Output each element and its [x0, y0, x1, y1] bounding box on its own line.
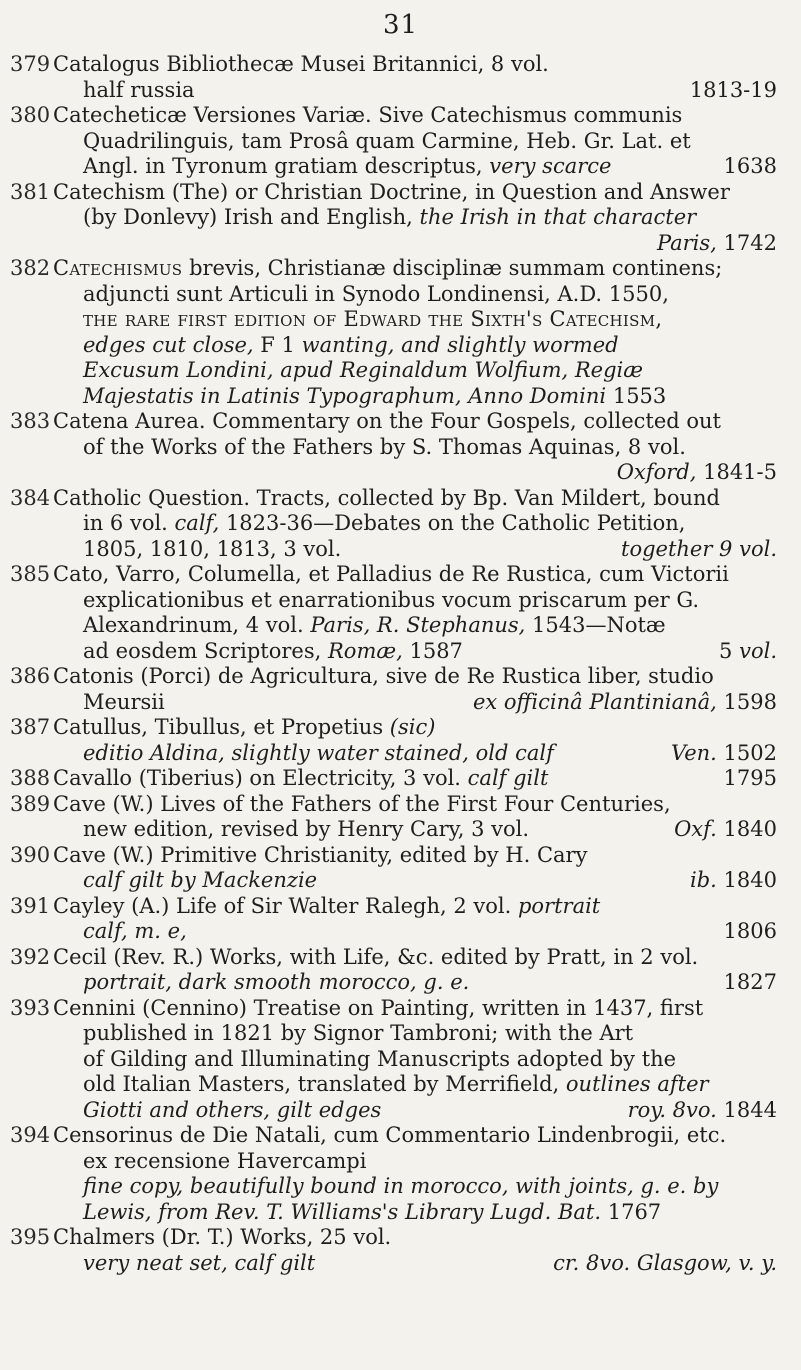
entry-line	[53, 409, 789, 435]
line-right	[724, 970, 777, 996]
entry-line	[53, 231, 789, 257]
imprint-date: 1840	[723, 868, 777, 892]
entry-line	[53, 894, 789, 920]
line-text: Catena Aurea. Commentary on the Four Gospels, collected out	[53, 409, 721, 433]
entry-number: 393	[10, 995, 51, 1020]
entry-line	[53, 1072, 789, 1098]
line-right	[690, 78, 777, 104]
entry-number: 388	[10, 766, 51, 790]
entry-line	[53, 639, 789, 665]
entry-number: 379	[10, 52, 51, 76]
entry-line	[53, 843, 789, 869]
entry-number: 381	[10, 179, 51, 204]
line-text: explicationibus et enarrationibus vocum priscarum per G.	[83, 587, 700, 612]
line-right	[724, 919, 777, 945]
line-left	[83, 817, 529, 843]
catalogue-entry	[0, 180, 801, 257]
entry-line	[53, 460, 789, 486]
imprint-place: Ven.	[670, 740, 717, 765]
entry-line	[53, 817, 789, 843]
line-text: the rare first edition of Edward the Sixth's Catechism,	[83, 307, 663, 331]
line-note: Paris, R. Stephanus,	[310, 613, 526, 637]
line-note: portrait	[517, 893, 601, 918]
catalogue-entry	[0, 766, 801, 792]
entry-body	[53, 894, 789, 945]
line-note: Giotti and others, gilt edges	[83, 1097, 382, 1122]
entry-body	[53, 664, 789, 715]
entry-line	[53, 996, 789, 1022]
line-text: 1823-36—Debates on the Catholic Petition,	[225, 511, 686, 535]
entry-heading: Catechismus	[53, 256, 183, 280]
catalogue-entry	[0, 103, 801, 180]
imprint-place: together 9 vol.	[621, 536, 777, 561]
catalogue-entry	[0, 256, 801, 409]
line-note: Excusum Londini, apud Reginaldum Wolfium, Regiæ	[83, 358, 643, 382]
line-text: Catecheticæ Versiones Variæ. Sive Catechismus communis	[53, 103, 683, 127]
line-note: calf gilt by Mackenzie	[83, 868, 318, 892]
line-text: Catholic Question. Tracts, collected by Bp. Van Mildert, bound	[53, 485, 720, 510]
entry-line	[53, 690, 789, 716]
line-text: Meursii	[83, 689, 165, 714]
catalogue-entry	[0, 945, 801, 996]
line-text: old Italian Masters, translated by Merrifield,	[83, 1072, 560, 1096]
line-text: Catalogus Bibliothecæ Musei Britannici, 8 vol.	[53, 52, 549, 76]
entry-body	[53, 486, 789, 563]
entry-body	[53, 52, 789, 103]
line-text: Angl. in Tyronum gratiam descriptus,	[83, 154, 483, 178]
catalogue-entry	[0, 1123, 801, 1225]
line-note: very scarce	[489, 154, 612, 178]
line-text: of Gilding and Illuminating Manuscripts adopted by the	[83, 1046, 677, 1071]
entry-line	[53, 129, 789, 155]
entry-body	[53, 1123, 789, 1225]
imprint-date: 1767	[607, 1199, 662, 1224]
imprint-place: vol.	[739, 638, 777, 663]
line-left	[83, 537, 341, 563]
line-note: the Irish in that character	[419, 205, 697, 229]
imprint-place: Lugd. Bat.	[490, 1199, 602, 1224]
line-text: Cave (W.) Lives of the Fathers of the First Four Centuries,	[53, 791, 671, 816]
line-note: wanting, and slightly wormed	[301, 332, 619, 357]
line-right	[690, 868, 777, 894]
imprint-date: 1841-5	[703, 460, 777, 484]
entry-number: 395	[10, 1225, 51, 1249]
catalogue-entry	[0, 486, 801, 563]
entry-line	[53, 919, 789, 945]
line-right	[473, 690, 777, 716]
imprint-place: ex officinâ Plantinianâ,	[472, 689, 717, 714]
imprint-place: Paris,	[656, 230, 717, 255]
line-note: Majestatis in Latinis Typographum, Anno Domini	[83, 383, 607, 408]
line-note: calf,	[174, 511, 220, 535]
entry-number: 383	[10, 409, 51, 433]
entry-body	[53, 1225, 789, 1276]
line-right	[628, 1098, 777, 1124]
line-text: of the Works of the Fathers by S. Thomas Aquinas, 8 vol.	[83, 434, 686, 459]
entry-line	[53, 307, 789, 333]
line-left	[83, 690, 165, 716]
entry-line	[53, 282, 789, 308]
line-left	[83, 78, 195, 104]
entry-line	[53, 537, 789, 563]
line-text: Cayley (A.) Life of Sir Walter Ralegh, 2 vol.	[53, 893, 512, 918]
entry-body	[53, 792, 789, 843]
line-text: in 6 vol.	[83, 511, 168, 535]
entry-line	[53, 562, 789, 588]
entry-number: 384	[10, 485, 51, 510]
catalogue-entry	[0, 52, 801, 103]
line-note: Romæ,	[327, 638, 403, 663]
entry-number: 390	[10, 842, 51, 867]
entry-line	[53, 588, 789, 614]
entry-line	[53, 256, 789, 282]
entry-line	[53, 715, 789, 741]
catalogue-entry	[0, 843, 801, 894]
line-note: fine copy, beautifully bound in morocco, with joints, g. e. by	[83, 1174, 719, 1198]
entry-body	[53, 180, 789, 257]
line-text: Cennini (Cennino) Treatise on Painting, written in 1437, first	[53, 995, 704, 1020]
catalogue-entry	[0, 409, 801, 486]
line-left	[53, 766, 548, 792]
imprint-place: Oxford,	[616, 460, 697, 484]
line-text: Cave (W.) Primitive Christianity, edited by H. Cary	[53, 842, 588, 867]
entry-line	[53, 154, 789, 180]
entry-line	[53, 664, 789, 690]
line-text: Catechism (The) or Christian Doctrine, in Question and Answer	[53, 179, 730, 204]
line-right	[724, 766, 777, 792]
line-left	[83, 154, 611, 180]
entry-body	[53, 715, 789, 766]
line-text: adjuncti sunt Articuli in Synodo Londinensi, A.D. 1550,	[83, 281, 669, 306]
entry-line	[53, 1225, 789, 1251]
line-note: portrait, dark smooth morocco, g. e.	[83, 970, 470, 994]
line-text: (by Donlevy) Irish and English,	[83, 205, 413, 229]
line-text: F 1	[260, 332, 295, 357]
line-note: editio Aldina, slightly water stained, old calf	[83, 740, 554, 765]
line-text: Quadrilinguis, tam Prosâ quam Carmine, Heb. Gr. Lat. et	[83, 128, 691, 153]
entry-line	[53, 792, 789, 818]
catalogue-entry	[0, 996, 801, 1124]
entry-number: 394	[10, 1123, 51, 1147]
line-text: Chalmers (Dr. T.) Works, 25 vol.	[53, 1225, 392, 1249]
line-text: Alexandrinum, 4 vol.	[83, 613, 304, 637]
entry-number: 391	[10, 893, 51, 918]
line-right	[674, 817, 777, 843]
line-text: Catonis (Porci) de Agricultura, sive de Re Rustica liber, studio	[53, 664, 714, 688]
imprint-date: 1742	[723, 230, 777, 255]
entry-line	[53, 1200, 789, 1226]
line-text: Cecil (Rev. R.) Works, with Life, &c. edited by Pratt, in 2 vol.	[53, 944, 699, 969]
imprint-date: 1795	[723, 766, 777, 790]
entry-line	[53, 384, 789, 410]
entry-line	[53, 205, 789, 231]
line-left	[83, 919, 187, 945]
line-note: calf gilt	[467, 766, 549, 790]
entry-number: 392	[10, 944, 51, 969]
entry-line	[53, 970, 789, 996]
entry-line	[53, 1047, 789, 1073]
line-left	[83, 639, 463, 665]
entry-line	[53, 52, 789, 78]
line-left	[83, 1251, 315, 1277]
line-text: brevis, Christianæ disciplinæ summam continens;	[189, 256, 723, 280]
line-text: Cato, Varro, Columella, et Palladius de Re Rustica, cum Victorii	[53, 562, 729, 586]
line-right	[621, 537, 777, 563]
entry-line	[53, 741, 789, 767]
line-note: Lewis, from Rev. T. Williams's Library	[83, 1199, 484, 1224]
line-left	[83, 970, 469, 996]
entry-line	[53, 180, 789, 206]
imprint-date: 1840	[723, 817, 777, 841]
line-text: Censorinus de Die Natali, cum Commentario Lindenbrogii, etc.	[53, 1123, 727, 1147]
line-note: very neat set, calf gilt	[83, 1250, 316, 1275]
catalogue-entry	[0, 1225, 801, 1276]
imprint-date: 1844	[723, 1097, 777, 1122]
entry-body	[53, 945, 789, 996]
imprint-place: cr. 8vo. Glasgow, v. y.	[553, 1250, 777, 1275]
entry-line	[53, 1021, 789, 1047]
catalogue-entry	[0, 715, 801, 766]
line-left	[83, 1098, 381, 1124]
entry-body	[53, 562, 789, 664]
entry-line	[53, 486, 789, 512]
entry-line	[53, 1098, 789, 1124]
entry-line	[53, 1149, 789, 1175]
line-left	[83, 868, 317, 894]
line-text: half russia	[83, 77, 195, 102]
catalogue-entry	[0, 664, 801, 715]
entry-body	[53, 766, 789, 792]
entry-line	[53, 613, 789, 639]
imprint-date: 1638	[723, 154, 777, 178]
entry-body	[53, 843, 789, 894]
entry-line	[53, 333, 789, 359]
line-note: (sic)	[389, 715, 436, 739]
line-text: ex recensione Havercampi	[83, 1148, 367, 1173]
page-number: 31	[382, 10, 419, 40]
line-text: Cavallo (Tiberius) on Electricity, 3 vol.	[53, 766, 461, 790]
entry-line	[53, 868, 789, 894]
line-text: 1805, 1810, 1813, 3 vol.	[83, 536, 342, 561]
line-text: 1587	[409, 638, 463, 663]
entry-line	[53, 103, 789, 129]
imprint-place: Oxf.	[674, 817, 717, 841]
imprint-date: 1827	[723, 970, 777, 994]
imprint-date: 1598	[723, 689, 777, 714]
line-left	[83, 741, 554, 767]
entry-number: 389	[10, 791, 51, 816]
entry-line	[53, 1174, 789, 1200]
entry-number: 385	[10, 562, 51, 586]
entry-line	[53, 511, 789, 537]
line-text: new edition, revised by Henry Cary, 3 vol.	[83, 817, 530, 841]
entry-line	[53, 945, 789, 971]
entry-line	[53, 435, 789, 461]
line-right	[724, 154, 777, 180]
line-right	[719, 639, 777, 665]
line-right	[553, 1251, 777, 1277]
entry-body	[53, 103, 789, 180]
entry-body	[53, 409, 789, 486]
entry-number: 382	[10, 256, 51, 280]
line-text: ad eosdem Scriptores,	[83, 638, 322, 663]
entry-number: 386	[10, 664, 51, 688]
entry-line	[53, 358, 789, 384]
line-right	[671, 741, 777, 767]
entry-line	[53, 1123, 789, 1149]
line-text: 1553	[612, 383, 667, 408]
line-note: outlines after	[565, 1072, 709, 1096]
entry-body	[53, 996, 789, 1124]
line-note: calf, m. e,	[83, 919, 187, 943]
entry-line	[53, 766, 789, 792]
imprint-place: ib.	[690, 868, 717, 892]
catalogue-entries	[0, 52, 801, 1276]
imprint-date: 5	[719, 638, 733, 663]
line-text: Catullus, Tibullus, et Propetius	[53, 715, 384, 739]
imprint-date: 1813-19	[689, 77, 777, 102]
catalogue-entry	[0, 894, 801, 945]
imprint-date: 1806	[723, 919, 777, 943]
entry-line	[53, 78, 789, 104]
imprint-date: 1502	[723, 740, 777, 765]
catalogue-entry	[0, 562, 801, 664]
entry-number: 380	[10, 103, 51, 127]
entry-line	[53, 1251, 789, 1277]
line-text: published in 1821 by Signor Tambroni; with the Art	[83, 1021, 634, 1045]
entry-number: 387	[10, 715, 51, 739]
catalogue-entry	[0, 792, 801, 843]
imprint-place: roy. 8vo.	[627, 1097, 717, 1122]
line-note: edges cut close,	[83, 332, 254, 357]
line-text: 1543—Notæ	[532, 613, 666, 637]
entry-body	[53, 256, 789, 409]
